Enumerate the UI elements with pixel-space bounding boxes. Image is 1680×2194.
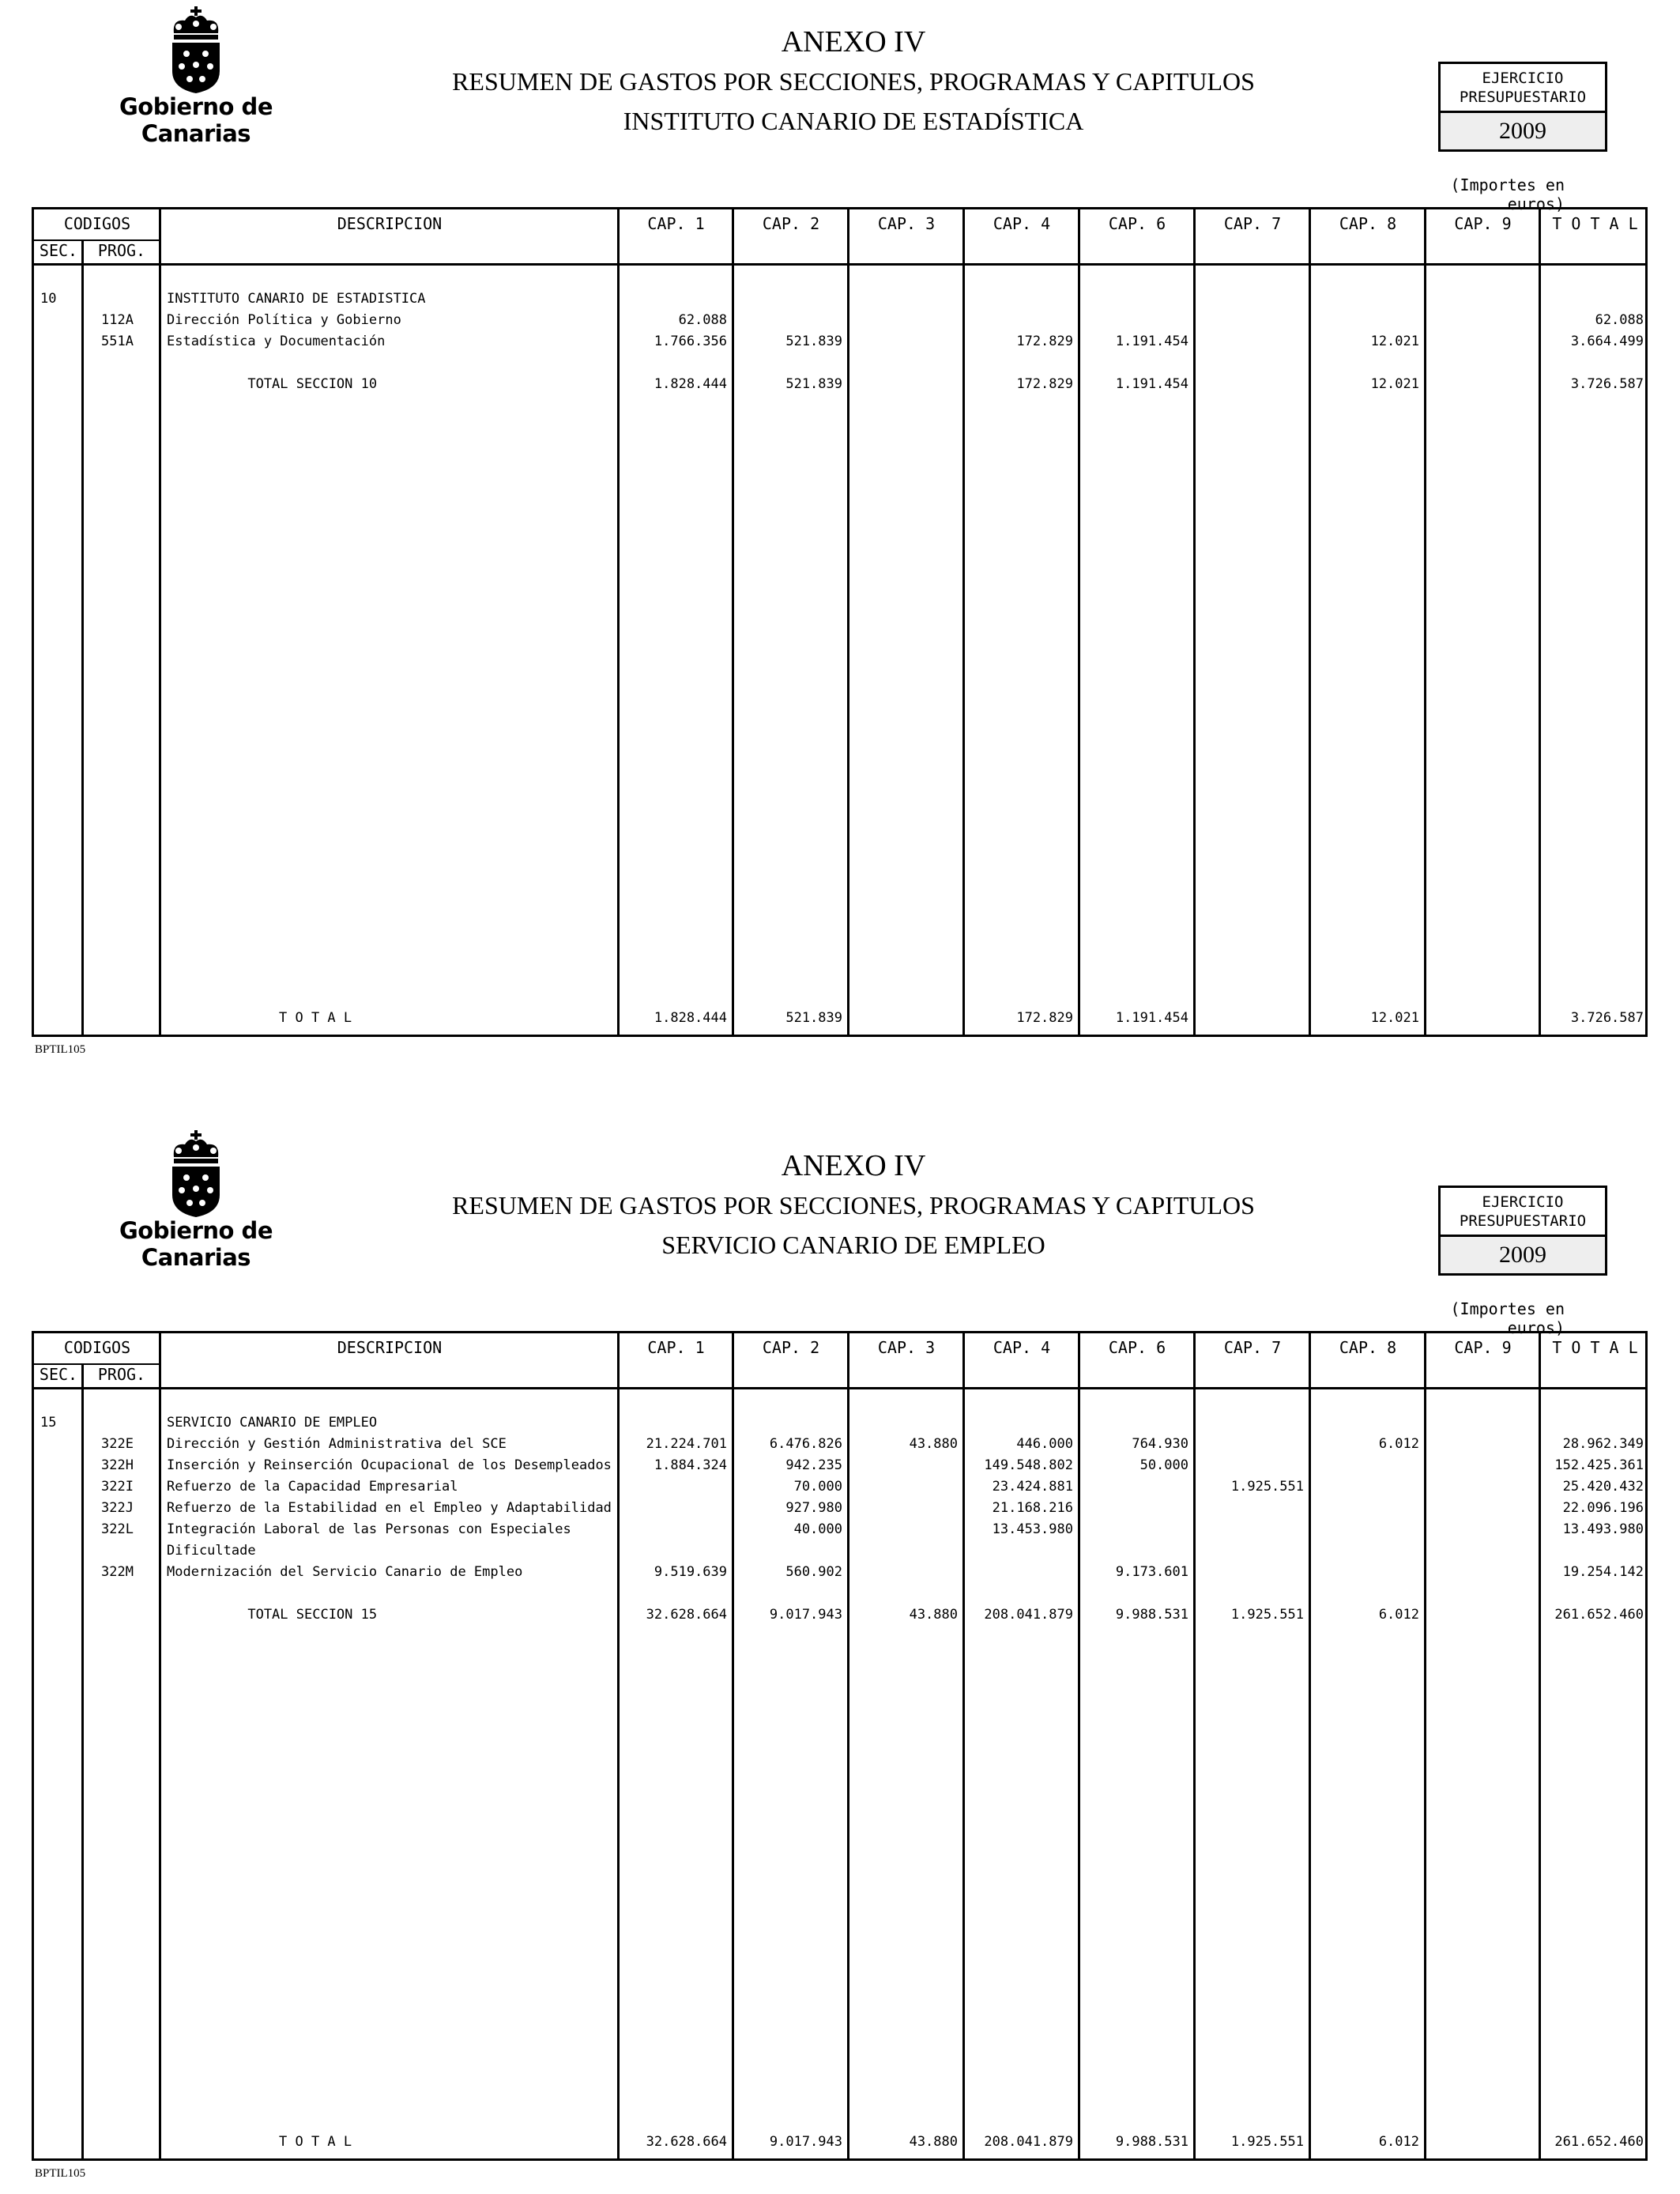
amount-c4: 172.829 (1016, 376, 1073, 392)
description: Estadística y Documentación (167, 334, 386, 349)
grand-total-total: 3.726.587 (1570, 1010, 1644, 1026)
amount-c1: 1.884.324 (654, 1457, 727, 1473)
prog-code: 322J (101, 1500, 134, 1516)
amount-c2: 521.839 (785, 334, 842, 349)
header-descripcion: DESCRIPCION (337, 214, 443, 233)
description: INSTITUTO CANARIO DE ESTADISTICA (167, 291, 426, 307)
budget-table (32, 1331, 1648, 2161)
amount-c1: 1.828.444 (654, 376, 727, 392)
amount-c4: 23.424.881 (992, 1479, 1073, 1495)
grand-total-c1: 1.828.444 (654, 1010, 727, 1026)
page-title-block (379, 1146, 1328, 1265)
amount-c6: 1.191.454 (1115, 376, 1188, 392)
header-divider (34, 1387, 1645, 1389)
prog-code: 322H (101, 1457, 134, 1473)
amount-c2: 9.017.943 (769, 1607, 842, 1623)
coat-of-arms-icon (163, 1130, 229, 1219)
amount-total: 25.420.432 (1562, 1479, 1644, 1495)
header-codigos: CODIGOS (63, 214, 131, 233)
amount-c7: 1.925.551 (1230, 1607, 1304, 1623)
amount-c2: 6.476.826 (769, 1436, 842, 1452)
amount-c6: 50.000 (1139, 1457, 1188, 1473)
header-total: T O T A L (1552, 1338, 1638, 1357)
amount-c4: 149.548.802 (984, 1457, 1073, 1473)
amount-total: 19.254.142 (1562, 1564, 1644, 1580)
header-cap4: CAP. 4 (993, 1338, 1051, 1357)
description: Dificultade (167, 1543, 256, 1559)
gobierno-logo (70, 6, 322, 147)
description: Modernización del Servicio Canario de Empleo (167, 1564, 523, 1580)
header-cap8: CAP. 8 (1339, 1338, 1397, 1357)
amount-total: 28.962.349 (1562, 1436, 1644, 1452)
grand-total-c2: 521.839 (785, 1010, 842, 1026)
amount-total: 152.425.361 (1554, 1457, 1644, 1473)
amount-c7: 1.925.551 (1230, 1479, 1304, 1495)
ejercicio-year: 2009 (1441, 1237, 1605, 1273)
amount-c2: 927.980 (785, 1500, 842, 1516)
ejercicio-year: 2009 (1441, 113, 1605, 149)
grand-total-c8: 6.012 (1378, 2134, 1419, 2150)
summary-title: RESUMEN DE GASTOS POR SECCIONES, PROGRAMAS Y CAPITULOS (452, 1191, 1255, 1220)
grand-total-total: 261.652.460 (1554, 2134, 1644, 2150)
header-divider (34, 263, 1645, 266)
column-divider (1424, 1333, 1426, 2158)
prog-code: 322I (101, 1479, 134, 1495)
column-divider (159, 1333, 161, 2158)
amount-c1: 62.088 (678, 312, 727, 328)
grand-total-c7: 1.925.551 (1230, 2134, 1304, 2150)
prog-code: 322M (101, 1564, 134, 1580)
amount-c6: 1.191.454 (1115, 334, 1188, 349)
amount-c8: 12.021 (1370, 334, 1419, 349)
description: Dirección Política y Gobierno (167, 312, 401, 328)
column-divider (1309, 1333, 1311, 2158)
amount-c6: 9.173.601 (1115, 1564, 1188, 1580)
header-cap3: CAP. 3 (877, 1338, 936, 1357)
coat-of-arms-icon (163, 6, 229, 95)
amount-total: 3.664.499 (1570, 334, 1644, 349)
ejercicio-box (1438, 62, 1607, 152)
header-cap2: CAP. 2 (762, 214, 820, 233)
header-prog: PROG. (97, 241, 146, 260)
column-divider (1193, 209, 1196, 1035)
units-note: (Importes en euros) (1450, 175, 1565, 213)
description: SERVICIO CANARIO DE EMPLEO (167, 1415, 378, 1431)
description: TOTAL SECCION 10 (167, 376, 378, 392)
ejercicio-label-line: EJERCICIO (1482, 1193, 1564, 1211)
ejercicio-label (1441, 1188, 1605, 1237)
column-divider (847, 209, 849, 1035)
amount-c3: 43.880 (909, 1436, 958, 1452)
amount-c4: 208.041.879 (984, 1607, 1073, 1623)
sec-code: 10 (40, 291, 57, 307)
org-name: Gobierno de Canarias (119, 1217, 273, 1271)
header-cap6: CAP. 6 (1108, 214, 1166, 233)
header-sec: SEC. (39, 1365, 78, 1384)
grand-total-c6: 1.191.454 (1115, 1010, 1188, 1026)
prog-code: 322E (101, 1436, 134, 1452)
header-total: T O T A L (1552, 214, 1638, 233)
amount-c4: 446.000 (1016, 1436, 1073, 1452)
amount-c6: 764.930 (1132, 1436, 1188, 1452)
amount-total: 3.726.587 (1570, 376, 1644, 392)
column-divider (81, 239, 84, 1035)
amount-c3: 43.880 (909, 1607, 958, 1623)
column-divider (847, 1333, 849, 2158)
grand-total-c8: 12.021 (1370, 1010, 1419, 1026)
amount-c8: 6.012 (1378, 1436, 1419, 1452)
ejercicio-label-line: EJERCICIO (1482, 70, 1564, 87)
amount-c1: 32.628.664 (646, 1607, 727, 1623)
amount-total: 261.652.460 (1554, 1607, 1644, 1623)
ejercicio-label (1441, 64, 1605, 113)
grand-total-c1: 32.628.664 (646, 2134, 727, 2150)
amount-c8: 6.012 (1378, 1607, 1419, 1623)
description: Refuerzo de la Capacidad Empresarial (167, 1479, 458, 1495)
grand-total-c2: 9.017.943 (769, 2134, 842, 2150)
prog-code: 112A (101, 312, 134, 328)
amount-c4: 21.168.216 (992, 1500, 1073, 1516)
budget-table (32, 207, 1648, 1037)
grand-total-label: T O T A L (279, 2134, 352, 2150)
amount-c1: 21.224.701 (646, 1436, 727, 1452)
entity-title: INSTITUTO CANARIO DE ESTADÍSTICA (623, 107, 1084, 135)
ejercicio-label-line: PRESUPUESTARIO (1459, 89, 1587, 106)
report-code: BPTIL105 (35, 2167, 86, 2180)
header-cap1: CAP. 1 (647, 1338, 705, 1357)
description: Integración Laboral de las Personas con Especiales (167, 1521, 571, 1537)
grand-total-c4: 172.829 (1016, 1010, 1073, 1026)
amount-c6: 9.988.531 (1115, 1607, 1188, 1623)
amount-total: 22.096.196 (1562, 1500, 1644, 1516)
ejercicio-box (1438, 1186, 1607, 1276)
gobierno-logo (70, 1130, 322, 1271)
amount-c2: 40.000 (793, 1521, 842, 1537)
amount-c2: 521.839 (785, 376, 842, 392)
column-divider (1193, 1333, 1196, 2158)
header-cap3: CAP. 3 (877, 214, 936, 233)
description: TOTAL SECCION 15 (167, 1607, 378, 1623)
grand-total-c6: 9.988.531 (1115, 2134, 1188, 2150)
header-cap8: CAP. 8 (1339, 214, 1397, 233)
entity-title: SERVICIO CANARIO DE EMPLEO (661, 1231, 1045, 1259)
column-divider (159, 209, 161, 1035)
amount-c1: 9.519.639 (654, 1564, 727, 1580)
grand-total-c4: 208.041.879 (984, 2134, 1073, 2150)
header-cap1: CAP. 1 (647, 214, 705, 233)
header-descripcion: DESCRIPCION (337, 1338, 443, 1357)
amount-total: 13.493.980 (1562, 1521, 1644, 1537)
description: Refuerzo de la Estabilidad en el Empleo y Adaptabilidad (167, 1500, 612, 1516)
amount-c1: 1.766.356 (654, 334, 727, 349)
annex-title: ANEXO IV (781, 25, 926, 58)
ejercicio-label-line: PRESUPUESTARIO (1459, 1212, 1587, 1230)
header-cap2: CAP. 2 (762, 1338, 820, 1357)
prog-code: 551A (101, 334, 134, 349)
header-cap9: CAP. 9 (1454, 1338, 1512, 1357)
header-codigos: CODIGOS (63, 1338, 131, 1357)
header-cap7: CAP. 7 (1223, 1338, 1282, 1357)
column-divider (1424, 209, 1426, 1035)
amount-total: 62.088 (1595, 312, 1644, 328)
description: Inserción y Reinserción Ocupacional de los Desempleados (167, 1457, 612, 1473)
amount-c2: 942.235 (785, 1457, 842, 1473)
amount-c4: 13.453.980 (992, 1521, 1073, 1537)
header-sec: SEC. (39, 241, 78, 260)
sec-code: 15 (40, 1415, 57, 1431)
header-cap6: CAP. 6 (1108, 1338, 1166, 1357)
prog-code: 322L (101, 1521, 134, 1537)
amount-c2: 560.902 (785, 1564, 842, 1580)
amount-c2: 70.000 (793, 1479, 842, 1495)
header-prog: PROG. (97, 1365, 146, 1384)
description: Dirección y Gestión Administrativa del SCE (167, 1436, 507, 1452)
report-code: BPTIL105 (35, 1043, 86, 1056)
amount-c4: 172.829 (1016, 334, 1073, 349)
annex-title: ANEXO IV (781, 1149, 926, 1182)
header-cap7: CAP. 7 (1223, 214, 1282, 233)
units-note: (Importes en euros) (1450, 1299, 1565, 1337)
amount-c8: 12.021 (1370, 376, 1419, 392)
summary-title: RESUMEN DE GASTOS POR SECCIONES, PROGRAMAS Y CAPITULOS (452, 67, 1255, 96)
annex-page (0, 1124, 1680, 2194)
header-cap4: CAP. 4 (993, 214, 1051, 233)
org-name: Gobierno de Canarias (119, 93, 273, 147)
header-cap9: CAP. 9 (1454, 214, 1512, 233)
grand-total-c3: 43.880 (909, 2134, 958, 2150)
grand-total-label: T O T A L (279, 1010, 352, 1026)
page-title-block (379, 22, 1328, 141)
